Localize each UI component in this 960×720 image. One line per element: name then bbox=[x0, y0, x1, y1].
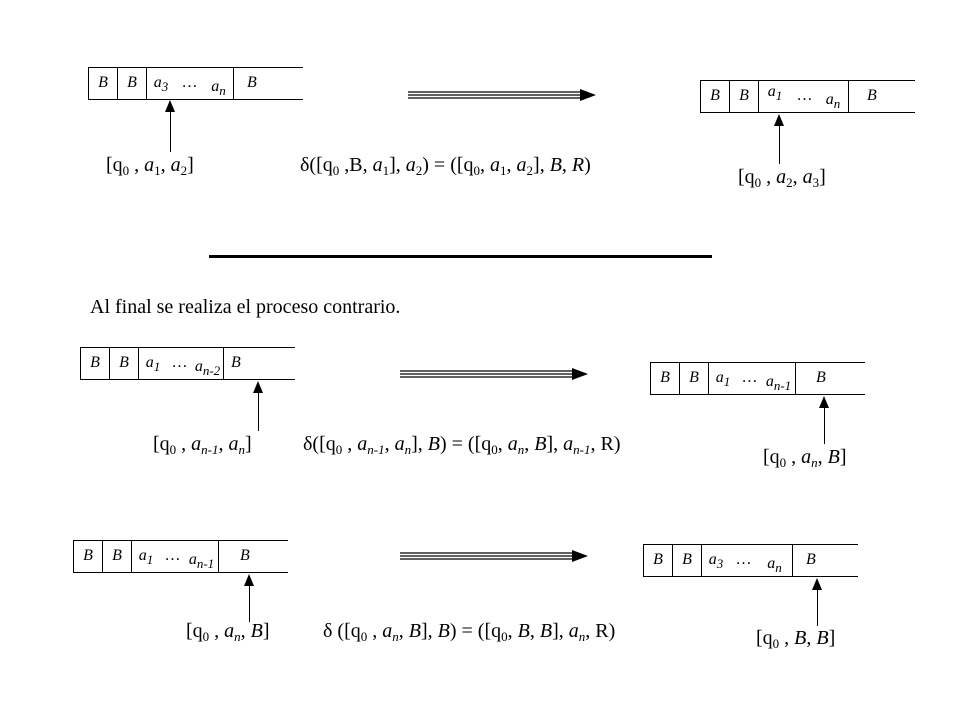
state-row1-right: [$q_0$ , $a_2$, $a_3$] bbox=[738, 166, 826, 190]
tape-row2-right: B B $a_1$ … $a_{n-1}$ B bbox=[650, 362, 865, 395]
state-row1-left: [$q_0$ , $a_1$, $a_2$] bbox=[106, 154, 194, 178]
double-arrow-row3-icon bbox=[400, 547, 590, 565]
tape-row1-left: B B $a_3$ … $a_n$ B bbox=[88, 67, 303, 100]
double-arrow-row1-icon bbox=[408, 86, 598, 104]
double-arrow-row2-icon bbox=[400, 365, 590, 383]
state-row2-right: [$q_0$ , $a_n$, B] bbox=[763, 446, 847, 470]
transition-row3: δ ([$q_0$ , $a_n$, B], $B) = ([q_0$, B, B], $a_n$, R) bbox=[323, 620, 616, 644]
tape-row2-left: B B $a_1$ … $a_{n-2}$ B bbox=[80, 347, 295, 380]
state-row3-right: [$q_0$ , B, B] bbox=[756, 627, 836, 651]
tape-row1-right: B B $a_1$ … $a_n$ B bbox=[700, 80, 915, 113]
transition-row1: $\delta([q_0$ ,B, $a_1$], $a_2) = ([q_0$, $a_1$, $a_2$], B, R) bbox=[300, 154, 591, 178]
tape-row3-left: B B $a_1$ … $a_{n-1}$ B bbox=[73, 540, 288, 573]
caption: Al final se realiza el proceso contrario. bbox=[90, 296, 401, 318]
separator-line bbox=[209, 255, 712, 258]
state-row3-left: [$q_0$ , $a_n$, B] bbox=[186, 620, 270, 644]
state-row2-left: [$q_0$ , $a_{n-1}$, $a_n$] bbox=[153, 433, 252, 457]
transition-row2: $\delta([q_0$ , $a_{n-1}$, $a_n$], $B) = ([q_0$, $a_n$, B], $a_{n-1}$, R) bbox=[303, 433, 621, 457]
tape-row3-right: B B $a_3$ … $a_n$ B bbox=[643, 544, 858, 577]
